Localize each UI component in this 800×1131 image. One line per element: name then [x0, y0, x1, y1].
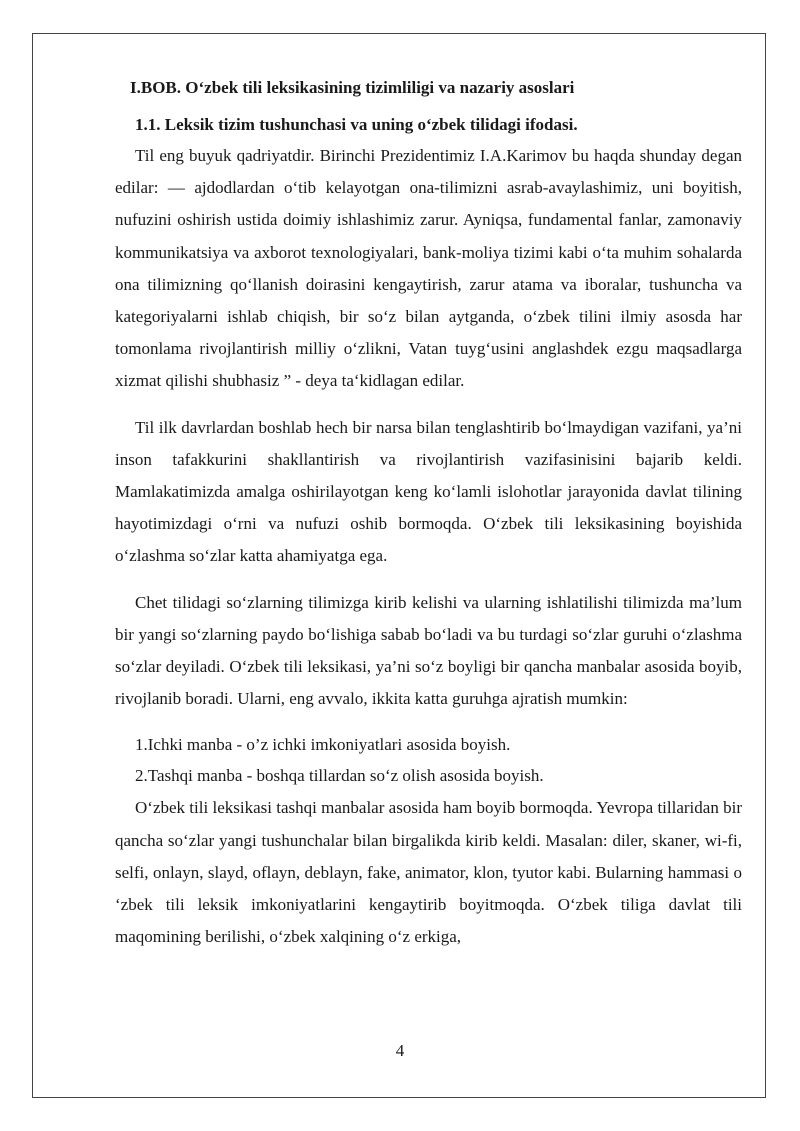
paragraph-3: Chet tilidagi so‘zlarning tilimizga kirib kelishi va ularning ishlatilishi tilimizda ma’lum bir yangi so‘zlarning paydo bo‘lishiga sabab bo‘ladi va bu turdagi so‘zlar guruhi o‘zlashma so‘zlar deyiladi. O‘zbek tili leksikasi, ya’ni so‘z boyligi bir qancha manbalar asosida boyib, rivojlanib boradi. Ularni, eng avvalo, ikkita katta guruhga ajratish mumkin: — [115, 592, 742, 709]
paragraph-1: Til eng buyuk qadriyatdir. Birinchi Prezidentimiz I.A.Karimov bu haqda shunday degan edilar: — ajdodlardan o‘tib kelayotgan ona-tilimizni asrab-avaylashimiz, uni boyitish, nufuzini oshirish ustida doimiy ishlashimiz zarur. Ayniqsa, fundamental fanlar, zamonaviy kommunikatsiya va axborot texnologiyalari, bank-moliya tizimi kabi o‘ta muhim sohalarda ona tilimizning qo‘llanish doirasini kengaytirish, zarur atama va iboralar, tushuncha va kategoriyalarni ishlab chiqish, bir so‘z bilan aytganda, o‘zbek tilini ilmiy asosda har tomonlama rivojlantirish milliy o‘zlikni, Vatan tuyg‘usini anglashdek ezgu maqsadlarga xizmat qilishi shubhasiz ” - deya ta‘kidlagan edilar. — [115, 146, 742, 391]
page-content — [115, 74, 742, 953]
page-number: 4 — [395, 1041, 405, 1060]
paragraph-4: O‘zbek tili leksikasi tashqi manbalar asosida ham boyib bormoqda. Yevropa tillaridan bir qancha so‘zlar yangi tushunchalar bilan birgalikda kirib keldi. Masalan: diler, skaner, wi-fi, selfi, onlayn, slayd, oflayn, deblayn, fake, animator, klon, tyutor kabi. Bularning hammasi o ‘zbek tili leksik imkoniyatlarini kengaytirib boyitmoqda. O‘zbek tiliga davlat tili maqomining berilishi, o‘zbek xalqining o‘z erkiga, — [115, 798, 742, 947]
list-item-external-source: 2.Tashqi manba - boshqa tillardan so‘z olish asosida boyish. — [135, 766, 544, 786]
chapter-heading: I.BOB. O‘zbek tili leksikasining tizimliligi va nazariy asoslari — [130, 78, 575, 97]
section-heading: 1.1. Leksik tizim tushunchasi va uning o‘zbek tilidagi ifodasi. — [135, 115, 578, 134]
list-item-internal-source: 1.Ichki manba - o’z ichki imkoniyatlari asosida boyish. — [135, 735, 511, 755]
paragraph-2: Til ilk davrlardan boshlab hech bir narsa bilan tenglashtirib bo‘lmaydigan vazifani, ya’ni inson tafakkurini shakllantirish va rivojlantirish vazifasinisini bajarib keldi. Mamlakatimizda amalga oshirilayotgan keng ko‘lamli islohotlar jarayonida davlat tilining hayotimizdagi o‘rni va nufuzi oshib bormoqda. O‘zbek tili leksikasining boyishida o‘zlashma so‘zlar katta ahamiyatga ega. — [115, 417, 742, 566]
